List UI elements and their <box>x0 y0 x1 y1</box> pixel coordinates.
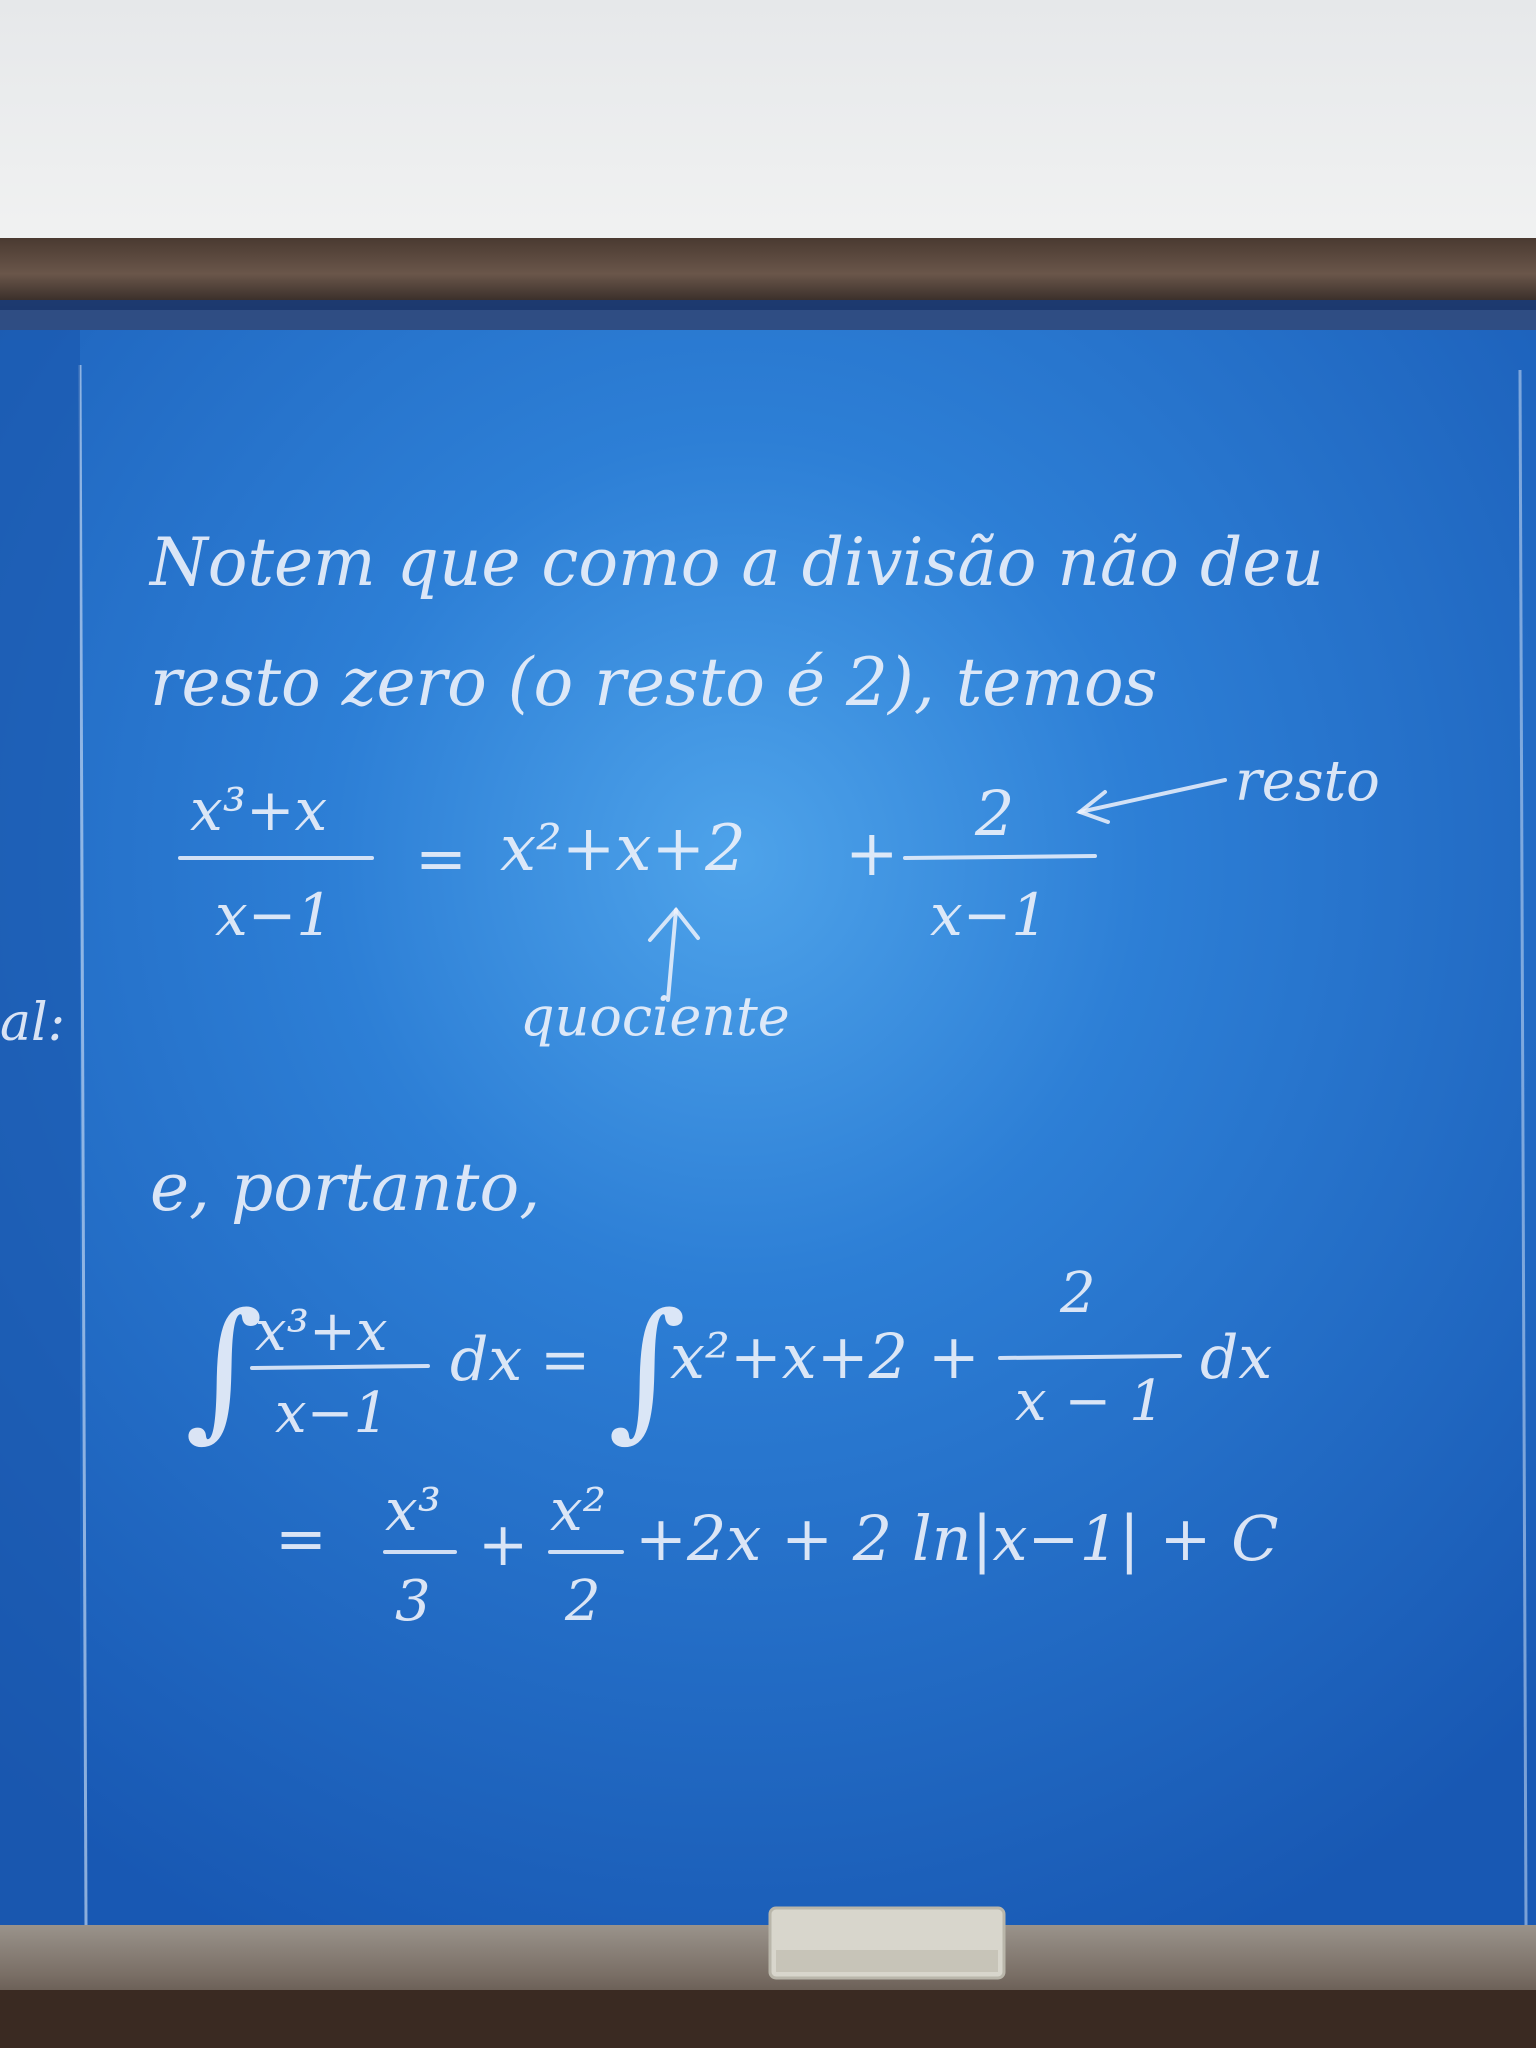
chalk-line-1: Notem que como a divisão não deu <box>150 524 1324 601</box>
chalk-line-3: e, portanto, <box>150 1149 541 1226</box>
eq2-integral-sign: ∫ <box>185 1282 264 1456</box>
eq2-fraction-bar <box>1000 1356 1180 1358</box>
eq1-lhs-denominator: x−1 <box>215 881 334 949</box>
eq1-plus: + <box>845 817 899 891</box>
eq2-fraction-numerator: 2 <box>1060 1261 1096 1326</box>
eq3-term1-denominator: 3 <box>395 1569 431 1634</box>
eq1-remainder-fraction-bar <box>905 856 1095 858</box>
side-note: al: <box>0 993 66 1053</box>
eq1-quotient: x²+x+2 <box>500 812 746 886</box>
quociente-label: quociente <box>520 985 790 1048</box>
eq2-lhs-denominator: x−1 <box>275 1381 390 1446</box>
eq1-equals: = <box>415 822 467 895</box>
eq1-remainder-denominator: x−1 <box>930 881 1049 949</box>
eq3-remaining-terms: +2x + 2 ln|x−1| + C <box>635 1502 1279 1575</box>
eq2-lhs-numerator: x³+x <box>255 1299 388 1364</box>
eq3-term2-denominator: 2 <box>565 1569 601 1634</box>
eq3-term2-numerator: x² <box>550 1476 606 1544</box>
eq2-lhs-fraction-bar <box>252 1366 428 1368</box>
resto-label: resto <box>1235 749 1380 814</box>
eq2-dx-2: dx <box>1200 1323 1273 1393</box>
eq3-equals: = <box>275 1502 327 1575</box>
wall <box>0 0 1536 250</box>
eq2-fraction-denominator: x − 1 <box>1015 1369 1165 1434</box>
chalk-line-2: resto zero (o resto é 2), temos <box>150 644 1158 721</box>
eq2-middle-terms: x²+x+2 + <box>670 1320 980 1393</box>
eq2-equals: = <box>540 1325 591 1395</box>
eq3-plus-1: + <box>478 1510 529 1580</box>
eq2-integral-sign-2: ∫ <box>608 1282 687 1456</box>
eq1-lhs-numerator: x³+x <box>190 776 328 844</box>
eq2-dx-1: dx <box>450 1325 523 1395</box>
eq1-remainder-numerator: 2 <box>975 777 1015 850</box>
board-top-frame <box>0 238 1536 310</box>
eq3-term1-numerator: x³ <box>385 1476 441 1544</box>
